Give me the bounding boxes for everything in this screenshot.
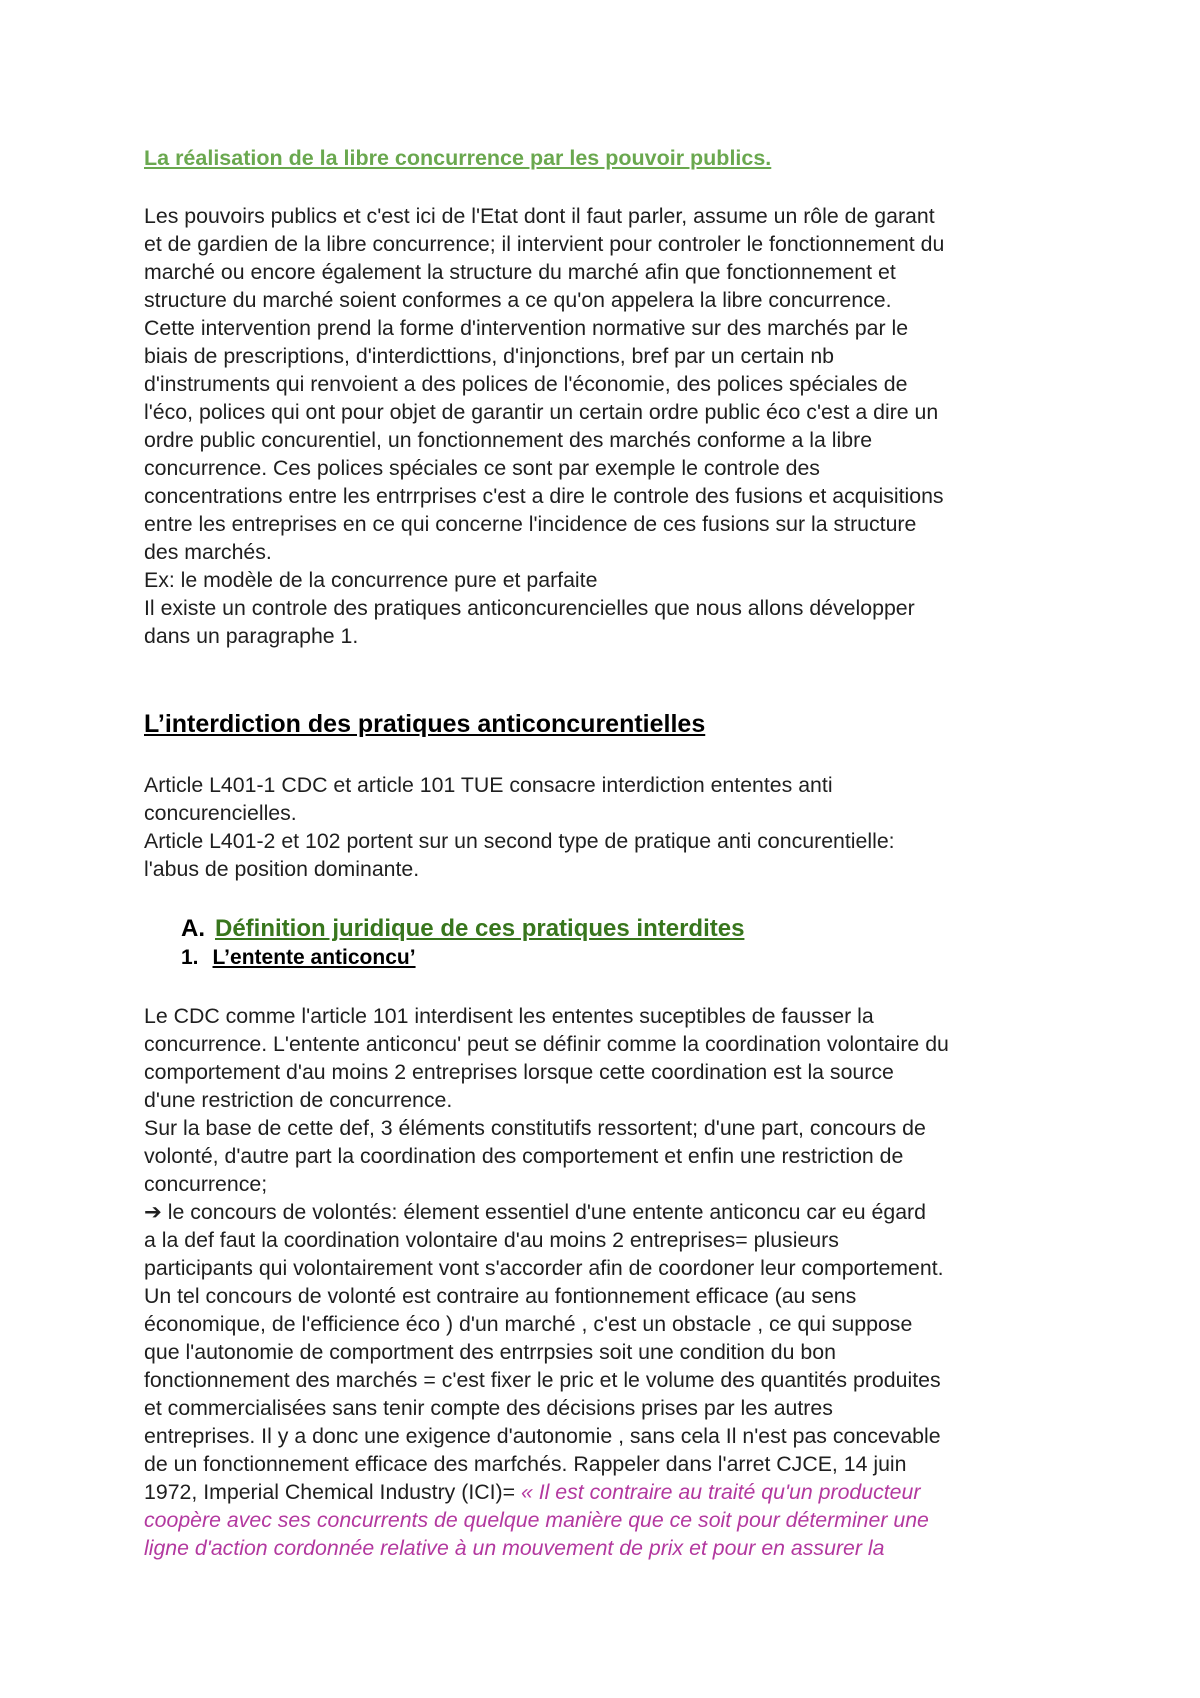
subsection-1-heading	[181, 946, 416, 970]
text-line: Article L401-1 CDC et article 101 TUE consacre interdiction ententes anti	[144, 773, 833, 797]
text-line: concurencielles.	[144, 801, 297, 825]
text-line: entreprises. Il y a donc une exigence d'autonomie , sans cela Il n'est pas concevable	[144, 1424, 941, 1448]
text-line: Les pouvoirs publics et c'est ici de l'Etat dont il faut parler, assume un rôle de garant	[144, 204, 935, 228]
text-line: ordre public concurentiel, un fonctionnement des marchés conforme a la libre	[144, 428, 873, 452]
subsection-a-label: Définition juridique de ces pratiques interdites	[215, 915, 745, 942]
text-line: l'abus de position dominante.	[144, 857, 420, 881]
text-line: participants qui volontairement vont s'accorder afin de coordoner leur comportement.	[144, 1256, 944, 1280]
text-line: concurrence;	[144, 1172, 268, 1196]
text-line: des marchés.	[144, 540, 272, 564]
text-line: concentrations entre les entrrprises c'est a dire le controle des fusions et acquisitions	[144, 484, 944, 508]
text-line: fonctionnement des marchés = c'est fixer le pric et le volume des quantités produites	[144, 1368, 941, 1392]
text-line: structure du marché soient conformes a ce qu'on appelera la libre concurrence.	[144, 288, 892, 312]
list-marker: A.	[181, 915, 205, 942]
text-line: d'une restriction de concurrence.	[144, 1088, 453, 1112]
text-line: de un fonctionnement efficace des marfchés. Rappeler dans l'arret CJCE, 14 juin	[144, 1452, 907, 1476]
text-line: et de gardien de la libre concurrence; il intervient pour controler le fonctionnement du	[144, 232, 945, 256]
quote-text: « Il est contraire au traité qu'un producteur	[520, 1480, 921, 1504]
list-marker: 1.	[181, 946, 199, 969]
articles-paragraph	[144, 771, 1084, 883]
body-paragraph	[144, 1002, 1084, 1562]
text-line: d'instruments qui renvoient a des polices de l'économie, des polices spéciales de	[144, 372, 908, 396]
text-line	[144, 1478, 1084, 1506]
citation-prefix: 1972, Imperial Chemical Industry (ICI)=	[144, 1480, 521, 1504]
text-line: comportement d'au moins 2 entreprises lorsque cette coordination est la source	[144, 1060, 894, 1084]
text-line: que l'autonomie de comportment des entrrpsies soit une condition du bon	[144, 1340, 836, 1364]
text-line: Article L401-2 et 102 portent sur un second type de pratique anti concurentielle:	[144, 829, 895, 853]
section-heading: L’interdiction des pratiques anticoncurentielles	[144, 710, 706, 738]
text-line: volonté, d'autre part la coordination des comportement et enfin une restriction de	[144, 1144, 904, 1168]
text-line: Cette intervention prend la forme d'intervention normative sur des marchés par le	[144, 316, 909, 340]
text-line: économique, de l'efficience éco ) d'un marché , c'est un obstacle , ce qui suppose	[144, 1312, 913, 1336]
text-line: a la def faut la coordination volontaire d'au moins 2 entreprises= plusieurs	[144, 1228, 839, 1252]
text-line: Un tel concours de volonté est contraire au fontionnement efficace (au sens	[144, 1284, 857, 1308]
text-line: Le CDC comme l'article 101 interdisent les ententes suceptibles de fausser la	[144, 1004, 874, 1028]
intro-paragraph	[144, 202, 1084, 650]
text-line: concurrence. Ces polices spéciales ce sont par exemple le controle des	[144, 456, 820, 480]
text-line: entre les entreprises en ce qui concerne l'incidence de ces fusions sur la structure	[144, 512, 917, 536]
subsection-1-label: L’entente anticoncu’	[212, 946, 416, 969]
text-line: Il existe un controle des pratiques anticoncurencielles que nous allons développer	[144, 596, 915, 620]
text-line: ➔ le concours de volontés: élement essentiel d'une entente anticoncu car eu égard	[144, 1200, 926, 1224]
text-line: concurrence. L'entente anticoncu' peut se définir comme la coordination volontaire du	[144, 1032, 949, 1056]
text-line: et commercialisées sans tenir compte des décisions prises par les autres	[144, 1396, 833, 1420]
text-line: Ex: le modèle de la concurrence pure et parfaite	[144, 568, 598, 592]
section-title: La réalisation de la libre concurrence par les pouvoir publics.	[144, 146, 772, 170]
quote-line: ligne d'action cordonnée relative à un mouvement de prix et pour en assurer la	[144, 1536, 885, 1560]
text-line: Sur la base de cette def, 3 éléments constitutifs ressortent; d'une part, concours de	[144, 1116, 926, 1140]
text-line: l'éco, polices qui ont pour objet de garantir un certain ordre public éco c'est a dire un	[144, 400, 939, 424]
text-line: dans un paragraphe 1.	[144, 624, 359, 648]
text-line: biais de prescriptions, d'interdicttions, d'injonctions, bref par un certain nb	[144, 344, 835, 368]
quote-line: coopère avec ses concurrents de quelque manière que ce soit pour déterminer une	[144, 1508, 929, 1532]
subsection-a-heading	[181, 915, 744, 943]
text-line: marché ou encore également la structure du marché afin que fonctionnement et	[144, 260, 896, 284]
